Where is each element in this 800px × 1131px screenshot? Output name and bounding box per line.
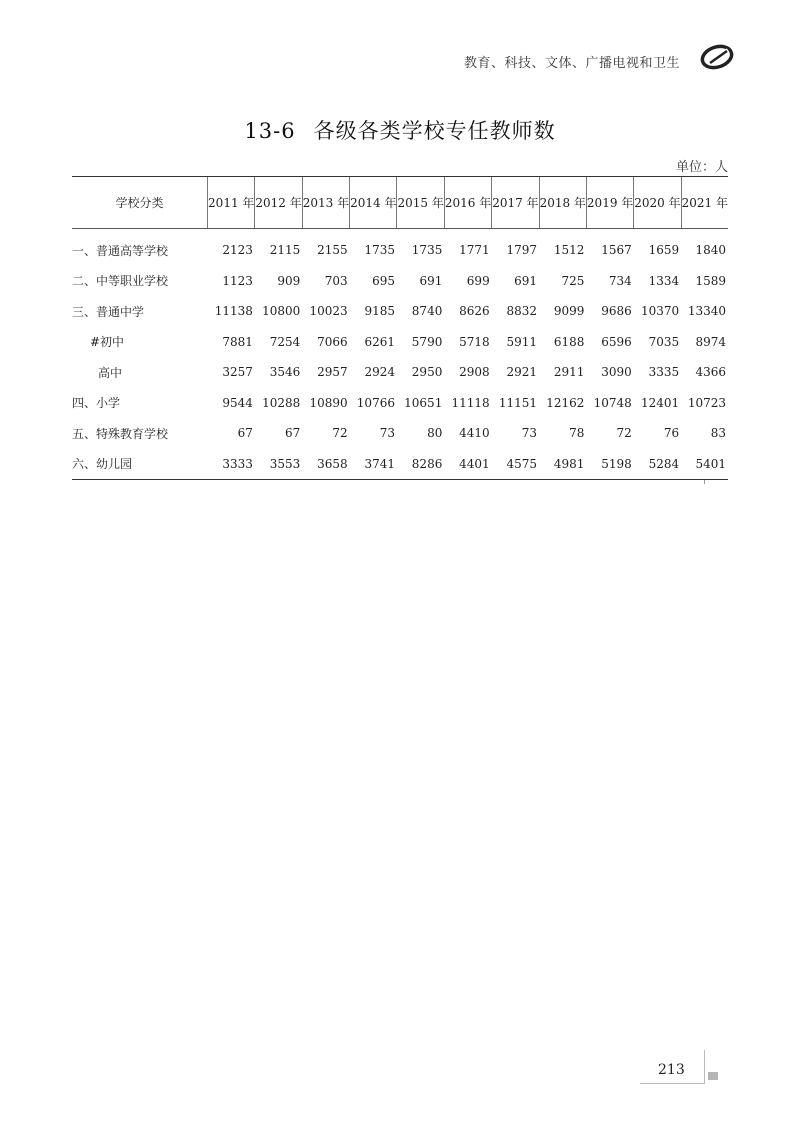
table-cell: 3335 — [648, 365, 680, 380]
table-row — [72, 327, 728, 358]
table-cell: 2957 — [317, 365, 348, 380]
table-cell: 3658 — [302, 449, 349, 480]
column-header: 2021 年 — [681, 177, 728, 229]
row-label: 六、幼儿园 — [72, 449, 208, 480]
table-title-text: 各级各类学校专任教师数 — [313, 119, 556, 143]
table-cell: 3741 — [350, 449, 397, 480]
table-cell: 4401 — [444, 449, 491, 480]
table-cell: 691 — [419, 273, 443, 288]
table-cell: 1589 — [695, 273, 726, 288]
table-cell: 1512 — [553, 243, 585, 258]
table-cell: 5198 — [586, 449, 633, 480]
table-cell: 1797 — [506, 243, 538, 258]
table-cell: 699 — [466, 273, 490, 288]
table-row — [72, 449, 728, 480]
column-header: 2011 年 — [208, 177, 255, 229]
table-row — [72, 266, 728, 297]
table-cell: 11118 — [451, 395, 490, 410]
table-row — [72, 388, 728, 419]
table-cell: 1735 — [411, 243, 443, 258]
table-cell: 3333 — [208, 449, 255, 480]
table-cell: 9099 — [553, 304, 585, 319]
table-cell: 10370 — [640, 304, 680, 319]
table-cell: 2908 — [459, 365, 490, 380]
table-cell: 10288 — [262, 395, 301, 410]
table-cell: 7254 — [269, 334, 301, 349]
table-cell: 10651 — [404, 395, 443, 410]
footer-rule — [640, 1083, 704, 1084]
table-cell: 6596 — [601, 334, 632, 349]
table-cell: 5911 — [506, 334, 538, 349]
table-cell: 10890 — [309, 395, 348, 410]
table-cell: 9544 — [222, 395, 253, 410]
table-cell: 10748 — [593, 395, 632, 410]
column-header: 2016 年 — [444, 177, 491, 229]
table-cell: 80 — [427, 426, 443, 441]
table-cell: 1659 — [648, 243, 680, 258]
table-cell: 6261 — [364, 334, 395, 349]
table-cell: 909 — [277, 273, 301, 288]
table-cell: 11138 — [214, 304, 253, 319]
table-cell: 11151 — [498, 395, 538, 410]
table-cell: 2155 — [317, 243, 348, 258]
table-cell: 72 — [332, 426, 348, 441]
table-cell: 12162 — [546, 395, 585, 410]
table-cell: 7066 — [317, 334, 348, 349]
table-cell: 7035 — [648, 334, 680, 349]
table-body — [72, 229, 728, 480]
column-header: 2013 年 — [302, 177, 349, 229]
footer-divider — [704, 1050, 705, 1084]
table-cell: 10800 — [262, 304, 301, 319]
column-header: 学校分类 — [72, 177, 208, 229]
table-cell: 7881 — [222, 334, 253, 349]
table-cell: 12401 — [640, 395, 680, 410]
column-header: 2019 年 — [586, 177, 633, 229]
table-cell: 6188 — [553, 334, 585, 349]
table-cell: 1840 — [695, 243, 726, 258]
table-cell: 4575 — [492, 449, 539, 480]
running-header: 教育、科技、文体、广播电视和卫生 — [463, 56, 680, 71]
page-marker — [708, 1072, 718, 1080]
row-label: 一、普通高等学校 — [72, 243, 169, 258]
table-cell: 8832 — [506, 304, 538, 319]
table-cell: 73 — [521, 426, 538, 441]
table-cell: 13340 — [687, 304, 726, 319]
header-row — [72, 177, 728, 229]
column-header: 2015 年 — [397, 177, 444, 229]
column-header: 2014 年 — [350, 177, 397, 229]
table-cell: 3257 — [222, 365, 253, 380]
table-cell: 2924 — [364, 365, 395, 380]
column-header: 2020 年 — [634, 177, 681, 229]
table-cell: 8286 — [397, 449, 444, 480]
table-cell: 76 — [663, 426, 680, 441]
table-cell: 9686 — [601, 304, 632, 319]
table-cell: 695 — [372, 273, 395, 288]
table-cell: 4981 — [539, 449, 586, 480]
table-cell: 4410 — [459, 426, 490, 441]
table-row — [72, 296, 728, 327]
table-number: 13-6 — [244, 119, 296, 143]
table-row — [72, 418, 728, 449]
table-cell: 72 — [616, 426, 632, 441]
table-cell: 5401 — [681, 449, 728, 480]
table-cell: 5284 — [634, 449, 681, 480]
table-cell: 703 — [324, 273, 348, 288]
table-cell: 83 — [710, 426, 726, 441]
table-cell: 2921 — [506, 365, 538, 380]
table-cell: 1771 — [459, 243, 490, 258]
table-cell: 2950 — [411, 365, 443, 380]
table-cell: 10766 — [356, 395, 395, 410]
table-cell: 691 — [514, 273, 538, 288]
table-cell: 5718 — [459, 334, 490, 349]
table-cell: 8974 — [695, 334, 726, 349]
table-cell: 5790 — [411, 334, 443, 349]
table-row — [72, 229, 728, 266]
teachers-table — [72, 176, 728, 480]
table-row — [72, 357, 728, 388]
table-cell: 1735 — [364, 243, 395, 258]
table-cell: 2911 — [553, 365, 585, 380]
table-cell: 1334 — [648, 273, 680, 288]
column-header: 2018 年 — [539, 177, 586, 229]
column-header: 2017 年 — [492, 177, 539, 229]
table-title — [0, 115, 800, 145]
table-cell: 67 — [284, 426, 301, 441]
table-cell: 734 — [608, 273, 632, 288]
table-cell: 8740 — [411, 304, 443, 319]
table-cell: 10023 — [309, 304, 348, 319]
table-cell: 725 — [561, 273, 585, 288]
table-cell: 73 — [379, 426, 395, 441]
table-cell: 2123 — [222, 243, 253, 258]
table-cell: 78 — [569, 426, 585, 441]
table-cell: 3090 — [601, 365, 632, 380]
table-cell: 1123 — [222, 273, 253, 288]
row-label: 三、普通中学 — [72, 304, 145, 319]
table-cell: 10723 — [687, 395, 726, 410]
unit-label: 单位：人 — [675, 160, 728, 175]
table-cell: 9185 — [364, 304, 395, 319]
margin-tick — [704, 480, 705, 484]
table-cell: 1567 — [601, 243, 632, 258]
table-cell: 3553 — [255, 449, 302, 480]
page-number: 213 — [658, 1062, 685, 1078]
table-cell: 4366 — [695, 365, 726, 380]
table-cell: 3546 — [269, 365, 301, 380]
row-label: #初中 — [90, 335, 125, 350]
yearbook-logo-icon — [700, 44, 736, 70]
row-label: 五、特殊教育学校 — [72, 426, 169, 441]
column-header: 2012 年 — [255, 177, 302, 229]
row-label: 二、中等职业学校 — [72, 274, 169, 289]
table-cell: 8626 — [459, 304, 490, 319]
row-label: 四、小学 — [72, 396, 121, 411]
table-cell: 2115 — [269, 243, 301, 258]
row-label: 高中 — [98, 365, 123, 380]
table-cell: 67 — [237, 426, 253, 441]
